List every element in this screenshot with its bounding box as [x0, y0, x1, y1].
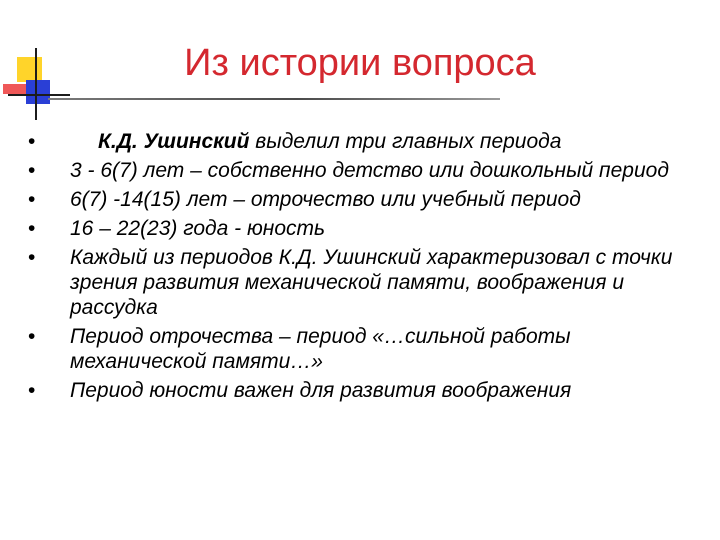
list-item — [28, 216, 688, 241]
bullet-list — [28, 129, 688, 407]
list-item-text: Каждый из периодов К.Д. Ушинский характеризовал с точки зрения развития механической памяти, воображения и рассудка — [70, 246, 673, 319]
ornament-horizontal-line — [8, 94, 70, 96]
bullet-dot: • — [28, 130, 36, 153]
bullet-dot: • — [28, 325, 36, 348]
bullet-dot: • — [28, 217, 36, 240]
ornament-vertical-line — [35, 48, 37, 120]
list-item-text: 6(7) -14(15) лет – отрочество или учебный период — [70, 188, 581, 211]
list-item — [28, 158, 688, 183]
list-item — [28, 245, 688, 320]
ornament-yellow-square — [17, 57, 42, 82]
slide-title: Из истории вопроса — [184, 42, 536, 84]
ornament-blue-square — [26, 80, 50, 104]
title-underline — [48, 98, 500, 100]
list-item-text: Период юности важен для развития воображения — [70, 379, 572, 402]
bullet-dot: • — [28, 188, 36, 211]
list-item-text: 16 – 22(23) года - юность — [70, 217, 326, 240]
author-name: К.Д. Ушинский — [98, 130, 250, 153]
list-item — [28, 378, 688, 403]
list-item-text: Период отрочества – период «…сильной работы механической памяти…» — [70, 325, 571, 373]
bullet-dot: • — [28, 379, 36, 402]
list-item — [28, 324, 688, 374]
bullet-dot: • — [28, 246, 36, 269]
list-item-text: выделил три главных периода — [249, 130, 562, 153]
list-item-text: 3 - 6(7) лет – собственно детство или дошкольный период — [70, 159, 669, 182]
list-item — [28, 129, 688, 154]
bullet-dot: • — [28, 159, 36, 182]
list-item — [28, 187, 688, 212]
